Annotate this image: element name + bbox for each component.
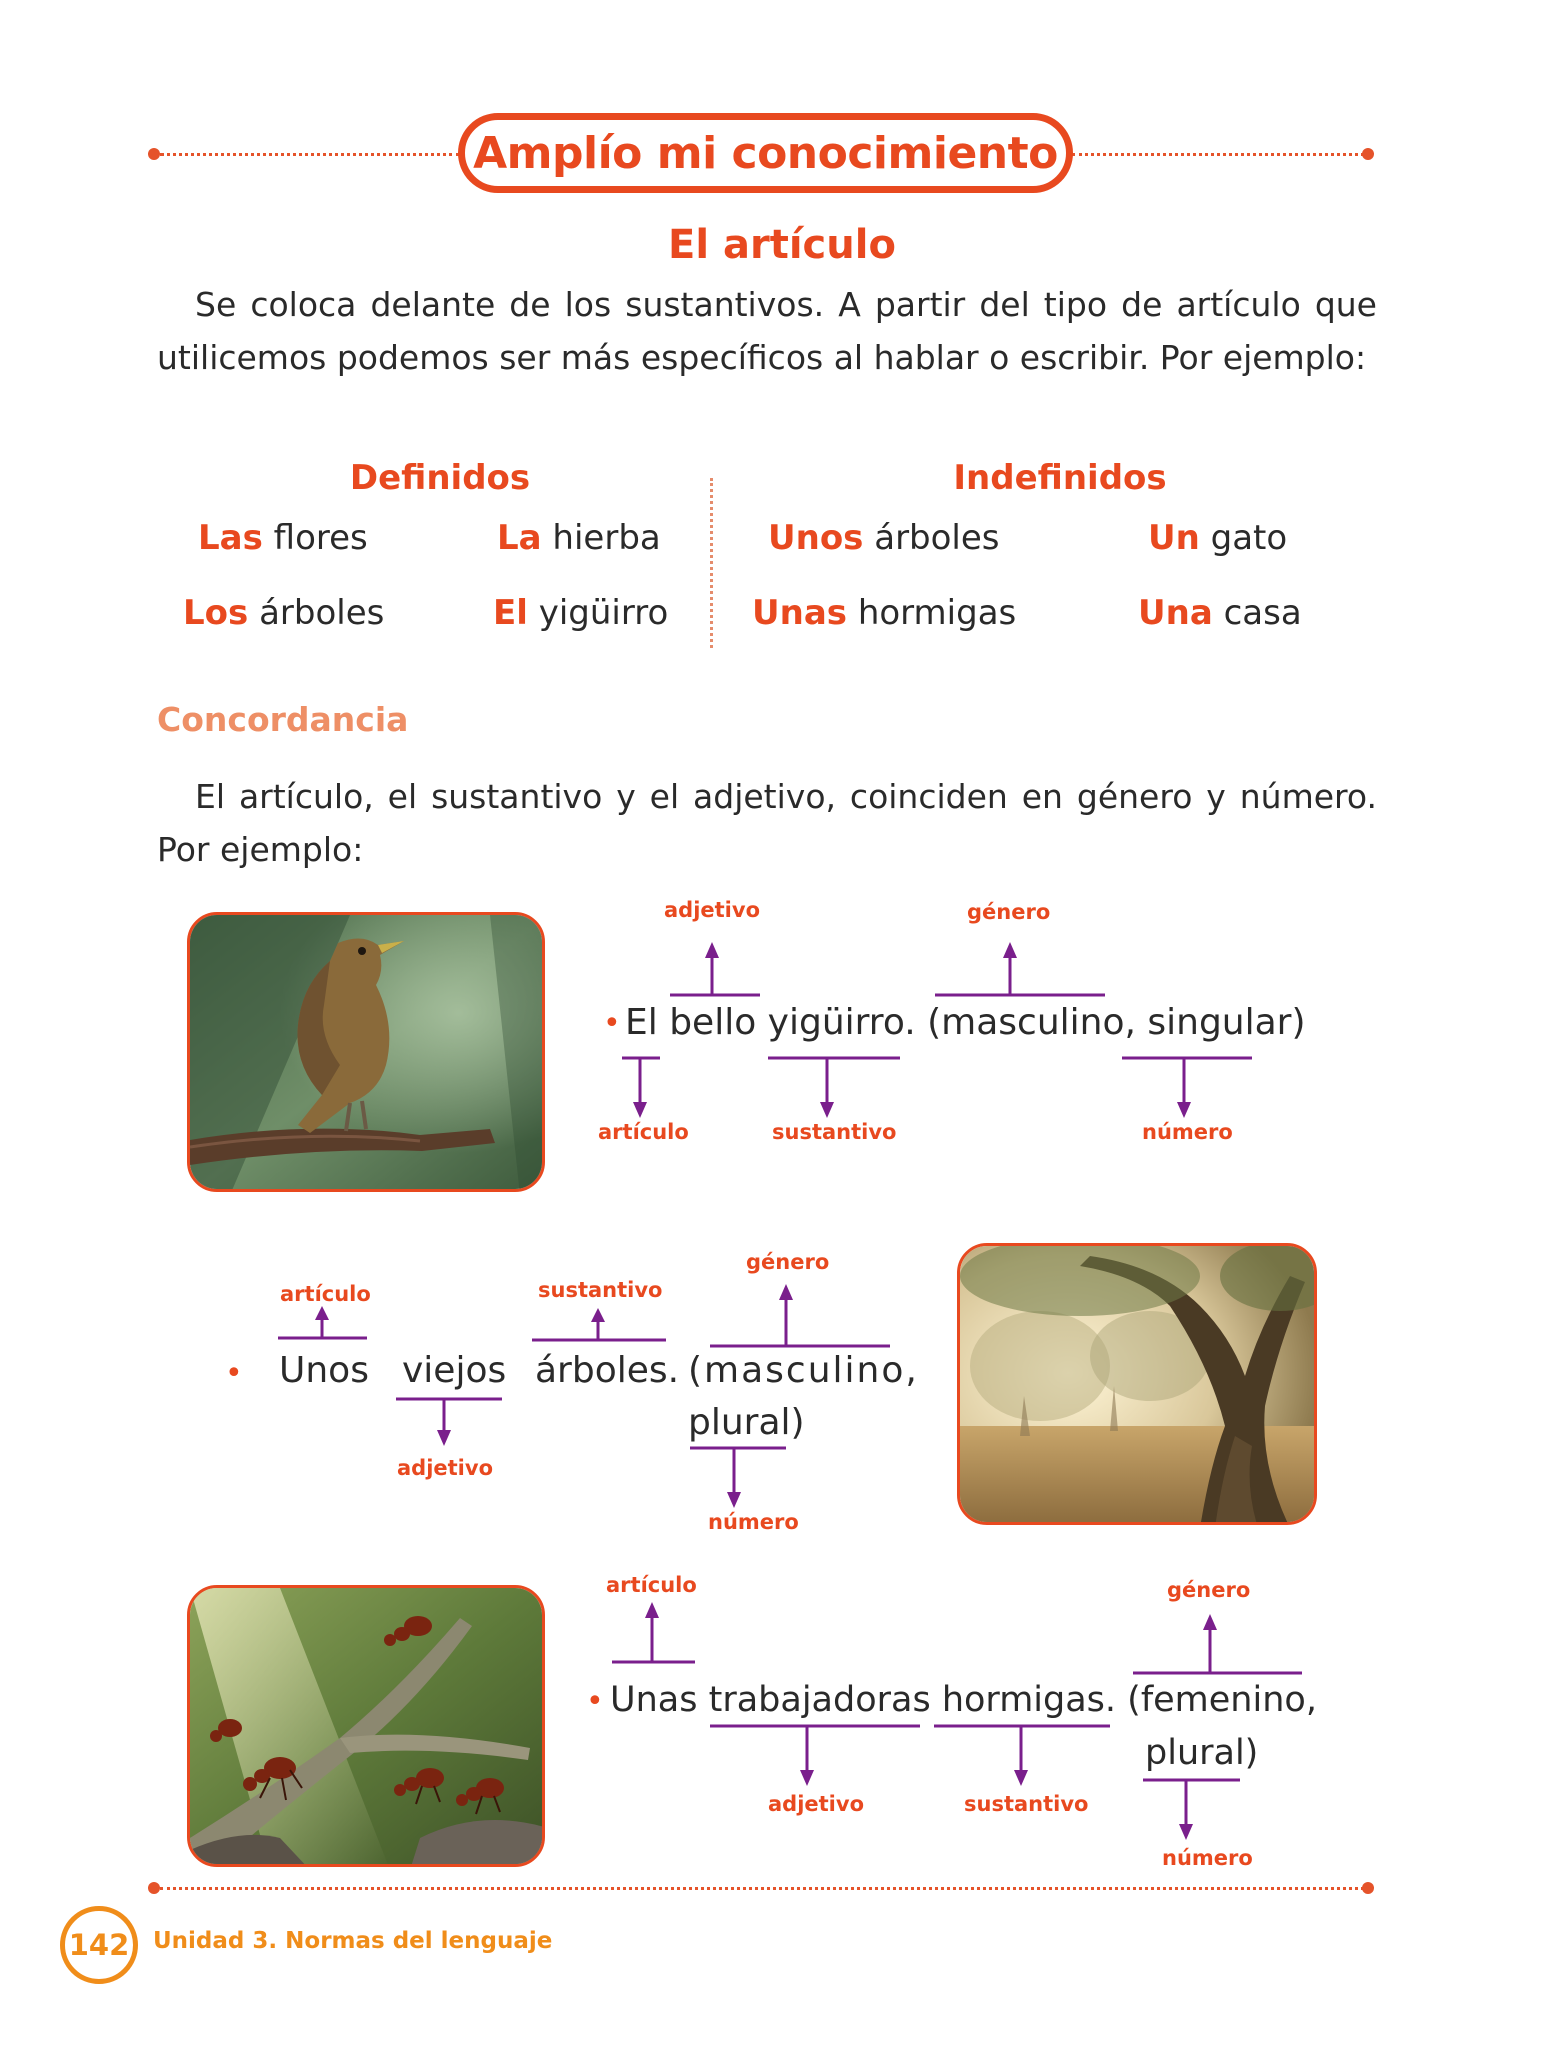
- label-genero: género: [746, 1250, 830, 1274]
- definido-example: Los árboles: [183, 593, 385, 633]
- label-articulo: artículo: [280, 1282, 371, 1306]
- example3-sentence: Unas trabajadoras hormigas. (femenino,: [610, 1680, 1317, 1720]
- definido-example: La hierba: [497, 518, 661, 558]
- label-adjetivo: adjetivo: [397, 1456, 493, 1480]
- example3-numero: plural): [1145, 1733, 1259, 1773]
- unit-label: Unidad 3. Normas del lenguaje: [153, 1928, 553, 1954]
- indefinidos-heading: Indefinidos: [953, 458, 1167, 498]
- page-number: 142: [60, 1906, 138, 1984]
- example2-word-adjetivo: viejos: [402, 1350, 507, 1391]
- definido-example: El yigüirro: [493, 593, 669, 633]
- label-articulo: artículo: [598, 1120, 689, 1144]
- definido-example: Las flores: [198, 518, 368, 558]
- label-genero: género: [967, 900, 1051, 924]
- indefinido-example: Una casa: [1138, 593, 1302, 633]
- label-numero: número: [708, 1510, 799, 1534]
- label-genero: género: [1167, 1578, 1251, 1602]
- label-sustantivo: sustantivo: [538, 1278, 663, 1302]
- label-adjetivo: adjetivo: [664, 898, 760, 922]
- footer-dot-right: [1362, 1882, 1374, 1894]
- label-articulo: artículo: [606, 1573, 697, 1597]
- footer-dot-left: [148, 1882, 160, 1894]
- indefinido-example: Unos árboles: [768, 518, 1000, 558]
- header-title: Amplío mi conocimiento: [473, 127, 1058, 179]
- label-numero: número: [1142, 1120, 1233, 1144]
- label-adjetivo: adjetivo: [768, 1792, 864, 1816]
- bullet: •: [603, 1006, 621, 1041]
- footer-rule: [160, 1887, 1364, 1890]
- section-title: El artículo: [668, 222, 896, 268]
- definidos-heading: Definidos: [349, 458, 531, 498]
- example2-numero: plural): [688, 1402, 805, 1443]
- label-numero: número: [1162, 1846, 1253, 1870]
- bullet: •: [586, 1684, 604, 1719]
- concordancia-text: El artículo, el sustantivo y el adjetivo, coinciden en género y número. Por ejemplo:: [157, 777, 1377, 869]
- label-sustantivo: sustantivo: [964, 1792, 1089, 1816]
- intro-text: Se coloca delante de los sustantivos. A partir del tipo de artículo que utilicemos podemos ser más específicos al hablar o escribir. Por ejemplo:: [157, 285, 1377, 377]
- label-sustantivo: sustantivo: [772, 1120, 897, 1144]
- example2-word-sustantivo: árboles.: [535, 1350, 680, 1391]
- concordancia-title: Concordancia: [157, 700, 409, 739]
- indefinido-example: Unas hormigas: [752, 593, 1017, 633]
- example2-genero: (masculino,: [688, 1350, 919, 1391]
- example2-word-articulo: Unos: [279, 1350, 369, 1391]
- indefinido-example: Un gato: [1148, 518, 1288, 558]
- bullet: •: [225, 1356, 243, 1391]
- example1-sentence: El bello yigüirro. (masculino, singular): [625, 1002, 1306, 1043]
